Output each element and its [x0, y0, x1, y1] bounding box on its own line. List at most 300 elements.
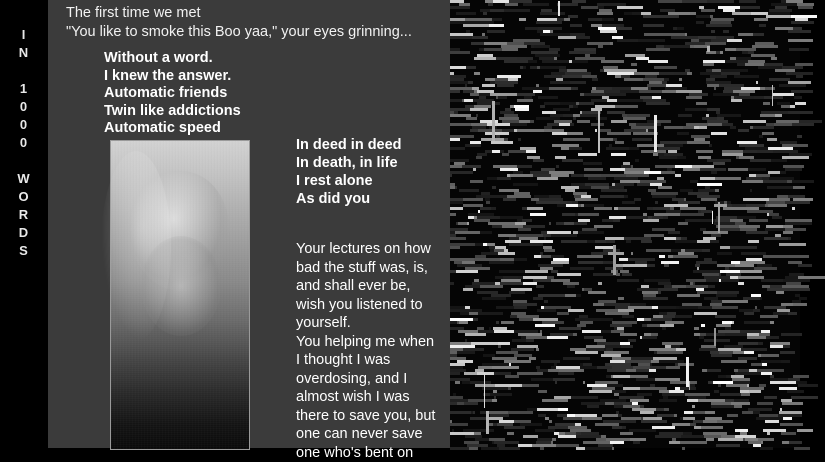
noise-block: [715, 177, 741, 180]
noise-block: [504, 426, 525, 429]
noise-block: [549, 87, 571, 90]
noise-block: [562, 159, 583, 162]
noise-block: [764, 237, 788, 240]
noise-block: [779, 84, 806, 87]
noise-block: [507, 432, 514, 435]
noise-block: [765, 228, 785, 231]
noise-block: [530, 213, 546, 216]
noise-block: [602, 219, 613, 222]
noise-block: [791, 21, 814, 24]
noise-block: [680, 441, 707, 444]
noise-block: [717, 420, 733, 423]
noise-block: [792, 207, 795, 210]
noise-block: [792, 123, 814, 126]
noise-block: [583, 381, 585, 384]
noise-block: [562, 213, 575, 216]
noise-block: [600, 138, 613, 141]
noise-block: [528, 60, 537, 63]
noise-block: [549, 420, 552, 423]
noise-block: [669, 441, 680, 444]
vertical-title-char-7: [0, 152, 48, 170]
noise-block: [761, 354, 779, 357]
noise-block: [781, 360, 790, 363]
noise-block: [767, 432, 770, 435]
noise-block: [530, 66, 537, 69]
noise-block: [537, 177, 558, 180]
noise-block: [655, 165, 675, 168]
vertical-title-char-2: [0, 62, 48, 80]
noise-block: [635, 159, 639, 162]
noise-block: [793, 186, 805, 189]
noise-block: [734, 75, 759, 78]
stanza-three-line-10: there to save you, but: [296, 407, 452, 426]
noise-block: [574, 222, 587, 225]
noise-block: [496, 321, 499, 324]
noise-block: [584, 168, 603, 171]
noise-block: [486, 201, 490, 204]
noise-block: [592, 78, 598, 81]
noise-block: [481, 447, 499, 450]
noise-block: [607, 369, 626, 372]
noise-block: [480, 207, 491, 210]
noise-block: [763, 255, 789, 258]
noise-block: [601, 60, 624, 63]
noise-block: [464, 402, 478, 405]
stanza-three: [296, 240, 452, 462]
noise-block: [744, 321, 770, 324]
noise-block: [510, 174, 533, 177]
noise-block: [512, 339, 526, 342]
noise-block: [465, 333, 486, 336]
noise-block: [606, 240, 615, 243]
stanza-three-line-7: I thought I was: [296, 351, 452, 370]
noise-block: [517, 99, 533, 102]
noise-block: [698, 306, 712, 309]
noise-block: [471, 342, 498, 345]
noise-block: [517, 372, 543, 375]
noise-block: [496, 306, 514, 309]
noise-block: [675, 240, 697, 243]
noise-block: [569, 147, 582, 150]
noise-block: [655, 201, 658, 204]
noise-block: [533, 243, 543, 246]
noise-block: [789, 255, 809, 258]
noise-block: [462, 165, 481, 168]
noise-block: [558, 36, 576, 39]
noise-block: [542, 399, 568, 402]
noise-streak: [714, 328, 716, 346]
noise-block: [714, 390, 719, 393]
noise-block: [494, 330, 514, 333]
noise-block: [607, 99, 617, 102]
noise-block: [519, 18, 526, 21]
noise-block: [611, 120, 627, 123]
noise-block: [760, 447, 773, 450]
noise-block: [782, 402, 803, 405]
noise-block: [677, 156, 686, 159]
noise-block: [470, 129, 478, 132]
noise-block: [540, 66, 559, 69]
noise-block: [718, 384, 721, 387]
noise-block: [536, 21, 562, 24]
noise-block: [789, 441, 802, 444]
noise-block: [492, 150, 500, 153]
noise-block: [675, 174, 681, 177]
noise-block: [514, 243, 533, 246]
noise-block: [720, 393, 741, 396]
noise-block: [666, 366, 680, 369]
noise-block: [526, 339, 534, 342]
noise-block: [615, 105, 638, 108]
vertical-title: [0, 26, 48, 260]
noise-block: [781, 105, 790, 108]
noise-block: [788, 39, 813, 42]
noise-block: [559, 327, 581, 330]
noise-block: [769, 78, 790, 81]
noise-block: [682, 447, 685, 450]
noise-block: [716, 294, 737, 297]
noise-block: [474, 72, 480, 75]
noise-block: [450, 411, 471, 414]
noise-block: [730, 126, 736, 129]
noise-block: [706, 24, 732, 27]
noise-block: [517, 129, 544, 132]
noise-block: [636, 378, 655, 381]
noise-block: [659, 399, 677, 402]
noise-block: [519, 318, 533, 321]
noise-block: [774, 123, 792, 126]
noise-block: [505, 375, 519, 378]
noise-block: [620, 333, 637, 336]
noise-block: [576, 447, 585, 450]
noise-block: [721, 360, 747, 363]
noise-block: [798, 384, 818, 387]
noise-block: [563, 138, 590, 141]
noise-block: [656, 408, 664, 411]
noise-block: [760, 315, 778, 318]
noise-block: [622, 426, 626, 429]
noise-block: [492, 186, 496, 189]
noise-block: [612, 426, 622, 429]
noise-block: [641, 240, 652, 243]
noise-block: [696, 15, 710, 18]
noise-streak: [484, 373, 485, 408]
stanza-one-line-5: Automatic speed: [104, 120, 241, 138]
noise-block: [450, 36, 472, 39]
noise-block: [567, 132, 583, 135]
noise-block: [559, 123, 570, 126]
noise-block: [629, 147, 639, 150]
noise-block: [550, 81, 570, 84]
noise-block: [556, 222, 564, 225]
noise-block: [762, 132, 774, 135]
noise-block: [526, 150, 536, 153]
noise-block: [730, 246, 757, 249]
noise-block: [643, 297, 668, 300]
noise-block: [753, 33, 764, 36]
noise-block: [696, 21, 704, 24]
noise-block: [450, 90, 460, 93]
noise-block: [646, 249, 671, 252]
noise-block: [781, 333, 802, 336]
noise-block: [659, 72, 674, 75]
noise-block: [792, 180, 814, 183]
noise-block: [625, 189, 627, 192]
noise-block: [577, 120, 590, 123]
noise-block: [463, 24, 489, 27]
noise-block: [723, 30, 729, 33]
noise-block: [464, 99, 473, 102]
stanza-three-line-9: almost wish I was: [296, 388, 452, 407]
noise-block: [450, 66, 466, 69]
noise-block: [547, 336, 568, 339]
noise-block: [450, 165, 462, 168]
noise-block: [513, 183, 538, 186]
noise-block: [759, 135, 763, 138]
noise-block: [654, 66, 677, 69]
noise-block: [775, 114, 782, 117]
stanza-one-line-1: Without a word.: [104, 50, 241, 68]
noise-block: [578, 213, 599, 216]
noise-block: [450, 51, 470, 54]
noise-block: [658, 186, 672, 189]
noise-block: [767, 138, 777, 141]
noise-block: [618, 297, 624, 300]
noise-block: [598, 45, 603, 48]
noise-block: [473, 318, 478, 321]
noise-block: [589, 390, 612, 393]
noise-block: [764, 396, 777, 399]
noise-block: [680, 213, 704, 216]
noise-block: [776, 291, 784, 294]
noise-block: [538, 96, 558, 99]
noise-block: [783, 231, 793, 234]
noise-block: [727, 39, 742, 42]
noise-block: [673, 255, 698, 258]
noise-block: [561, 240, 587, 243]
noise-block: [742, 411, 753, 414]
noise-block: [544, 102, 560, 105]
noise-block: [573, 117, 576, 120]
noise-block: [678, 114, 692, 117]
noise-block: [692, 405, 695, 408]
noise-block: [744, 312, 754, 315]
noise-block: [715, 189, 719, 192]
noise-block: [557, 312, 569, 315]
noise-block: [514, 258, 527, 261]
noise-block: [576, 36, 590, 39]
noise-block: [472, 36, 488, 39]
noise-block: [558, 408, 568, 411]
noise-block: [686, 279, 706, 282]
noise-block: [770, 381, 796, 384]
noise-block: [687, 72, 692, 75]
noise-block: [740, 270, 762, 273]
noise-block: [605, 402, 614, 405]
noise-block: [686, 96, 702, 99]
noise-block: [450, 171, 473, 174]
noise-block: [618, 18, 623, 21]
noise-block: [613, 219, 620, 222]
noise-block: [643, 219, 659, 222]
noise-block: [629, 429, 656, 432]
noise-block: [570, 123, 574, 126]
vertical-title-char-3: 1: [0, 80, 48, 98]
left-title-strip: [0, 0, 48, 448]
noise-block: [505, 3, 518, 6]
noise-block: [536, 348, 539, 351]
header-text: [66, 4, 446, 42]
noise-block: [613, 375, 630, 378]
noise-block: [523, 66, 526, 69]
noise-block: [620, 432, 633, 435]
noise-block: [536, 285, 544, 288]
noise-block: [557, 3, 578, 6]
noise-streak: [598, 110, 600, 153]
noise-block: [751, 363, 762, 366]
noise-block: [618, 207, 640, 210]
vertical-title-char-0: I: [0, 26, 48, 44]
noise-block: [798, 6, 813, 9]
noise-block: [555, 381, 557, 384]
noise-block: [659, 255, 665, 258]
noise-block: [457, 402, 464, 405]
noise-block: [664, 408, 669, 411]
noise-block: [463, 288, 473, 291]
noise-block: [757, 150, 773, 153]
noise-block: [791, 90, 813, 93]
noise-block: [457, 351, 475, 354]
noise-block: [530, 120, 534, 123]
noise-block: [582, 330, 601, 333]
noise-block: [674, 72, 687, 75]
noise-block: [738, 282, 744, 285]
noise-block: [700, 177, 715, 180]
noise-block: [607, 132, 631, 135]
noise-block: [711, 354, 732, 357]
noise-block: [789, 48, 809, 51]
noise-block: [576, 294, 581, 297]
noise-block: [661, 171, 675, 174]
noise-block: [601, 189, 625, 192]
noise-block: [504, 9, 530, 12]
stanza-two-line-1: In deed in deed: [296, 136, 402, 154]
noise-block: [518, 444, 532, 447]
noise-block: [754, 96, 764, 99]
noise-block: [697, 240, 710, 243]
noise-block: [720, 246, 730, 249]
noise-block: [696, 102, 707, 105]
noise-block: [542, 60, 569, 63]
noise-block: [515, 108, 529, 111]
noise-block: [455, 231, 480, 234]
noise-block: [748, 240, 759, 243]
noise-block: [739, 0, 756, 3]
noise-block: [564, 18, 570, 21]
noise-block: [608, 252, 624, 255]
noise-block: [573, 105, 578, 108]
noise-block: [651, 360, 659, 363]
noise-block: [788, 30, 811, 33]
noise-block: [480, 231, 492, 234]
noise-block: [470, 180, 483, 183]
stanza-two-line-3: I rest alone: [296, 172, 402, 190]
noise-block: [678, 222, 688, 225]
noise-block: [634, 198, 641, 201]
noise-block: [734, 405, 742, 408]
noise-block: [616, 27, 632, 30]
noise-block: [500, 282, 523, 285]
noise-block: [585, 366, 597, 369]
noise-block: [588, 291, 606, 294]
noise-block: [508, 150, 526, 153]
noise-block: [497, 84, 514, 87]
noise-block: [766, 336, 779, 339]
noise-block: [791, 288, 810, 291]
noise-block: [706, 438, 714, 441]
noise-block: [680, 132, 689, 135]
noise-block: [788, 312, 797, 315]
noise-block: [455, 186, 457, 189]
noise-block: [723, 207, 750, 210]
noise-block: [518, 228, 531, 231]
noise-block: [797, 429, 813, 432]
noise-block: [762, 363, 767, 366]
static-noise-background: [450, 0, 800, 448]
noise-block: [583, 162, 602, 165]
noise-streak: [613, 245, 616, 275]
noise-block: [718, 438, 743, 441]
noise-block: [783, 417, 792, 420]
noise-block: [540, 33, 553, 36]
noise-block: [632, 138, 652, 141]
noise-block: [622, 273, 632, 276]
vertical-title-char-6: 0: [0, 134, 48, 152]
stanza-one-line-4: Twin like addictions: [104, 103, 241, 121]
noise-block: [622, 315, 634, 318]
noise-block: [459, 189, 479, 192]
noise-block: [766, 15, 791, 18]
noise-block: [573, 333, 577, 336]
noise-block: [621, 345, 633, 348]
noise-block: [610, 42, 613, 45]
noise-block: [711, 405, 734, 408]
noise-block: [535, 324, 555, 327]
noise-block: [587, 405, 599, 408]
noise-block: [701, 426, 723, 429]
noise-block: [639, 90, 662, 93]
noise-block: [711, 30, 715, 33]
noise-block: [631, 252, 633, 255]
noise-block: [702, 249, 710, 252]
noise-streak: [772, 85, 773, 106]
noise-block: [760, 297, 762, 300]
noise-block: [460, 312, 469, 315]
noise-block: [499, 447, 520, 450]
noise-block: [697, 291, 717, 294]
noise-block: [469, 312, 478, 315]
noise-block: [557, 273, 581, 276]
noise-block: [664, 126, 683, 129]
noise-block: [624, 78, 643, 81]
noise-block: [781, 432, 796, 435]
noise-block: [579, 186, 591, 189]
noise-block: [476, 156, 482, 159]
noise-block: [470, 417, 486, 420]
noise-block: [738, 129, 749, 132]
noise-block: [504, 60, 528, 63]
noise-block: [518, 138, 521, 141]
